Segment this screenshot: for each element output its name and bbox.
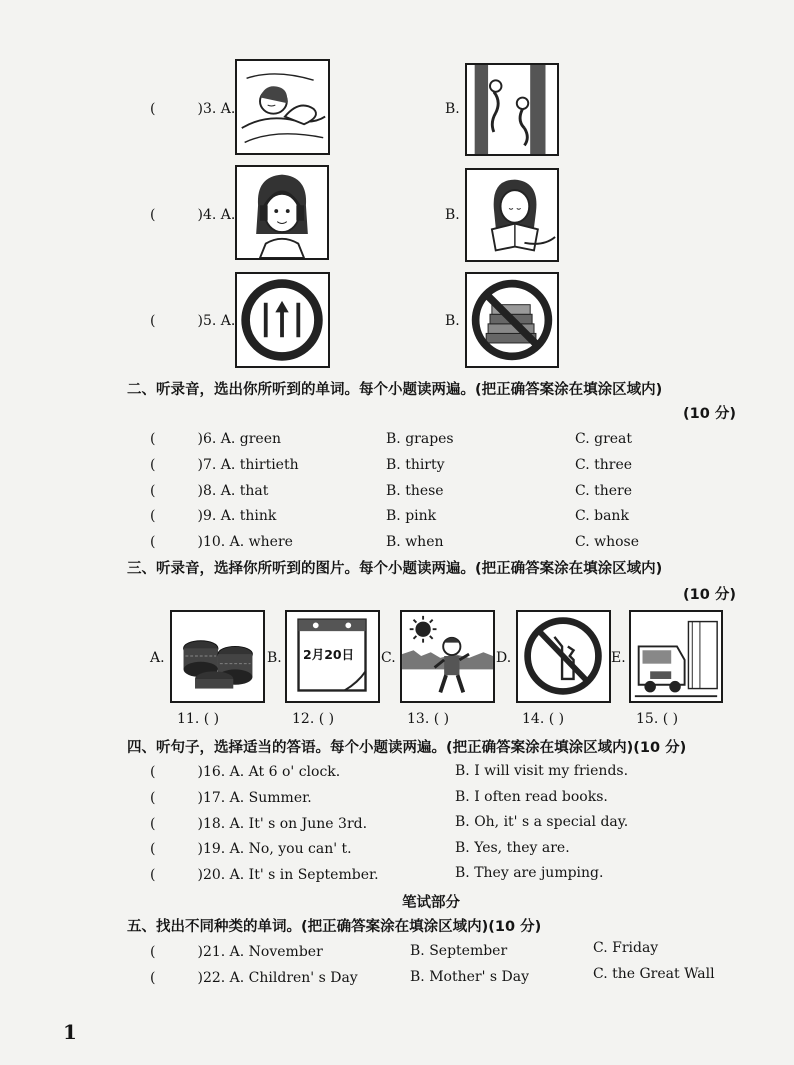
list-item[interactable] (150, 534, 293, 550)
question-4-row: ( )4. A. (150, 207, 236, 223)
paren-close: ) (197, 944, 203, 960)
question-number: 17. (202, 790, 226, 806)
paren-open: ( (150, 457, 156, 473)
paren-close: ) (197, 841, 203, 857)
part2-score: (10 分) (683, 406, 736, 422)
option-b: B. I will visit my friends. (455, 763, 629, 779)
paren-open: ( (150, 970, 156, 986)
paren-close: ) (197, 508, 203, 524)
paren-open: ( (150, 101, 156, 117)
option-c: C. Friday (593, 940, 659, 956)
pic-label-b: B. (267, 650, 282, 666)
list-item[interactable] (150, 483, 268, 499)
paren-close: ) (197, 816, 203, 832)
option-a: A. At 6 o' clock. (229, 764, 341, 780)
no-books-sign-icon[interactable] (465, 272, 559, 368)
list-item[interactable] (150, 457, 299, 473)
option-a: A. think (220, 508, 277, 524)
monkeys-climbing-icon[interactable] (465, 63, 559, 156)
option-a-label: A. (220, 207, 236, 223)
paren-open: ( (150, 207, 156, 223)
option-b: B. these (386, 483, 444, 499)
option-a: A. It' s in September. (229, 867, 379, 883)
list-item[interactable] (150, 790, 312, 806)
option-b: B. grapes (386, 431, 454, 447)
answer-blank[interactable]: 13. ( ) (407, 711, 450, 727)
option-b: B. thirty (386, 457, 445, 473)
list-item[interactable] (150, 508, 276, 524)
option-c: C. great (575, 431, 633, 447)
question-number: 4 (202, 207, 212, 223)
list-item[interactable] (150, 841, 352, 857)
part2-title: 二、听录音，选出你所听到的单词。每个小题读两遍。(把正确答案涂在填涂区域内) (127, 382, 663, 398)
option-a: A. green (220, 431, 282, 447)
option-b: B. when (386, 534, 444, 550)
option-b: B. Oh, it' s a special day. (455, 814, 629, 830)
option-a: A. Summer. (229, 790, 312, 806)
option-a-label: A. (220, 313, 236, 329)
option-b-label: B. (445, 313, 460, 329)
option-c: C. three (575, 457, 633, 473)
option-a: A. that (220, 483, 269, 499)
question-number: 7. (202, 457, 217, 473)
option-a: A. No, you can' t. (229, 841, 352, 857)
question-number: 16. (202, 764, 226, 780)
list-item[interactable] (150, 867, 379, 883)
option-b-label: B. (445, 207, 460, 223)
question-number: 21. (202, 944, 226, 960)
calendar-date: 2月20日 (303, 647, 355, 662)
question-5-row: ( )5. A. (150, 313, 236, 329)
option-a: A. thirtieth (220, 457, 299, 473)
question-3-row: ( )3. A. (150, 101, 236, 117)
answer-blank[interactable]: 15. ( ) (636, 711, 679, 727)
part3-score: (10 分) (683, 587, 736, 603)
girl-listening-headphones-icon[interactable] (235, 165, 329, 260)
question-number: 3 (202, 101, 212, 117)
option-a: A. November (229, 944, 323, 960)
paren-close: ) (197, 483, 203, 499)
boy-in-sun-icon[interactable] (400, 610, 495, 703)
option-b: B. Yes, they are. (455, 840, 570, 856)
option-b: B. September (410, 943, 508, 959)
paren-open: ( (150, 841, 156, 857)
paren-open: ( (150, 313, 156, 329)
part3-title: 三、听录音，选择你所听到的图片。每个小题读两遍。(把正确答案涂在填涂区域内) (127, 561, 663, 577)
answer-blank[interactable]: 12. ( ) (292, 711, 335, 727)
question-number: 22. (202, 970, 226, 986)
list-item[interactable] (150, 816, 367, 832)
option-c: C. whose (575, 534, 640, 550)
list-item[interactable] (150, 764, 340, 780)
pic-label-e: E. (611, 650, 626, 666)
option-c: C. bank (575, 508, 629, 524)
part4-title: 四、听句子，选择适当的答语。每个小题读两遍。(把正确答案涂在填涂区域内)(10 分) (127, 740, 687, 756)
question-number: 6. (202, 431, 217, 447)
question-number: 10. (202, 534, 226, 550)
girl-reading-book-icon[interactable] (465, 168, 559, 262)
option-a: A. It' s on June 3rd. (229, 816, 368, 832)
sleeping-child-icon[interactable] (235, 59, 330, 155)
question-number: 5 (202, 313, 212, 329)
question-number: 20. (202, 867, 226, 883)
option-c: C. there (575, 483, 633, 499)
answer-blank[interactable]: 14. ( ) (522, 711, 565, 727)
paren-open: ( (150, 483, 156, 499)
option-b: B. Mother' s Day (410, 969, 529, 985)
paren-close: ) (197, 313, 203, 329)
paren-close: ) (197, 534, 203, 550)
fire-truck-icon[interactable] (629, 610, 723, 703)
paren-close: ) (197, 867, 203, 883)
question-number: 18. (202, 816, 226, 832)
paren-open: ( (150, 816, 156, 832)
page-number: 1 (63, 1020, 77, 1044)
pic-label-c: C. (381, 650, 396, 666)
list-item[interactable] (150, 431, 281, 447)
written-section-title: 笔试部分 (402, 895, 460, 911)
part5-title: 五、找出不同种类的单词。(把正确答案涂在填涂区域内)(10 分) (127, 919, 542, 935)
list-item[interactable] (150, 944, 323, 960)
option-b: B. They are jumping. (455, 865, 604, 881)
pic-label-d: D. (496, 650, 512, 666)
paren-open: ( (150, 508, 156, 524)
option-b: B. I often read books. (455, 789, 608, 805)
paren-open: ( (150, 944, 156, 960)
question-number: 8. (202, 483, 217, 499)
paren-open: ( (150, 431, 156, 447)
paren-open: ( (150, 790, 156, 806)
traffic-sign-icon[interactable] (235, 272, 330, 368)
paren-close: ) (197, 764, 203, 780)
question-number: 9. (202, 508, 217, 524)
tires-icon[interactable] (170, 610, 265, 703)
answer-blank[interactable]: 11. ( ) (177, 711, 220, 727)
paren-close: ) (197, 790, 203, 806)
option-b-label: B. (445, 101, 460, 117)
paren-close: ) (197, 207, 203, 223)
paren-close: ) (197, 457, 203, 473)
list-item[interactable] (150, 970, 358, 986)
paren-close: ) (197, 970, 203, 986)
question-number: 19. (202, 841, 226, 857)
paren-close: ) (197, 101, 203, 117)
option-a: A. Children' s Day (229, 970, 358, 986)
paren-open: ( (150, 764, 156, 780)
option-b: B. pink (386, 508, 437, 524)
paren-open: ( (150, 534, 156, 550)
paren-open: ( (150, 867, 156, 883)
paren-close: ) (197, 431, 203, 447)
option-c: C. the Great Wall (593, 966, 715, 982)
option-a-label: A. (220, 101, 236, 117)
option-a: A. where (229, 534, 293, 550)
pic-label-a: A. (150, 650, 165, 666)
no-pointing-sign-icon[interactable] (516, 610, 611, 703)
